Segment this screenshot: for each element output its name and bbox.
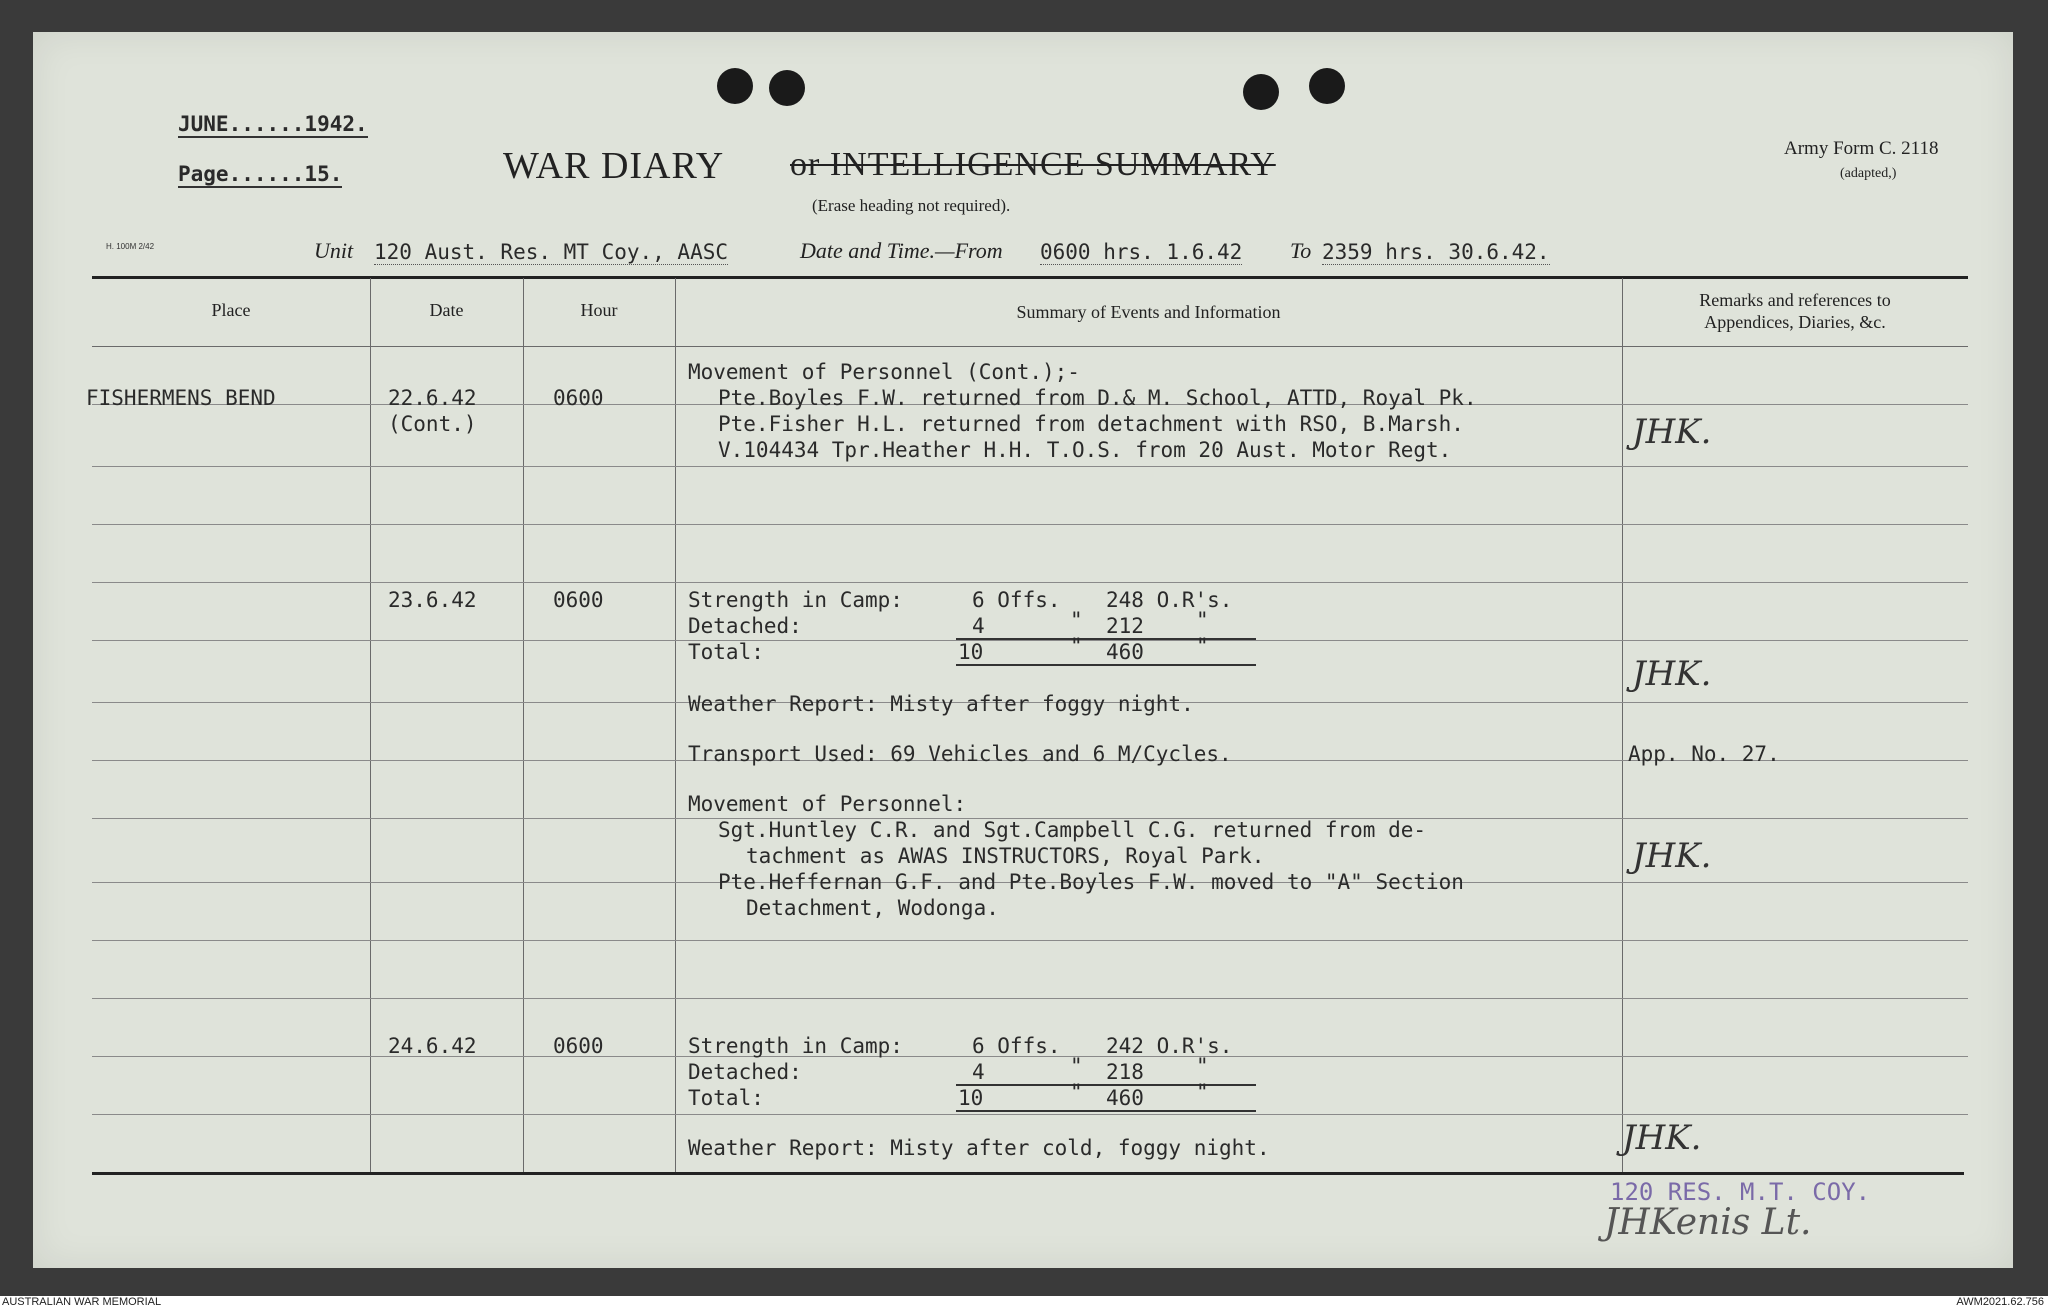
punch-hole — [1243, 74, 1279, 110]
entry2-strength-offs: 6 Offs. — [972, 588, 1061, 612]
entry2-total-label: Total: — [688, 640, 764, 664]
unit-stamp: 120 RES. M.T. COY. — [1610, 1178, 1871, 1206]
col-header-remarks-1: Remarks and references to — [1699, 290, 1891, 310]
entry2-ditto-mark: " — [1070, 608, 1083, 632]
officer-signature: JHKenis Lt. — [1604, 1202, 1812, 1243]
punch-hole — [717, 68, 753, 104]
punch-hole — [769, 70, 805, 106]
col-divider-place — [370, 278, 371, 1172]
diary-sheet — [33, 32, 2013, 1268]
entry3-hour: 0600 — [553, 1034, 604, 1058]
entry2-detached-offs: 4 — [972, 614, 985, 638]
war-diary-title: WAR DIARY — [503, 145, 725, 187]
entry3-detached-ors: 218 — [1106, 1060, 1144, 1084]
rule — [92, 1114, 1968, 1115]
entry3-strength-label: Strength in Camp: — [688, 1034, 903, 1058]
entry2-total-ors: 460 — [1106, 640, 1144, 664]
entry3-strength-offs: 6 Offs. — [972, 1034, 1061, 1058]
table-bottom-rule — [92, 1172, 1964, 1175]
unit-value: 120 Aust. Res. MT Coy., AASC — [374, 240, 729, 264]
entry2-movement-line: Detachment, Wodonga. — [746, 896, 999, 920]
footer-source: AUSTRALIAN WAR MEMORIAL — [2, 1296, 162, 1308]
entry1-date: 22.6.42 — [388, 386, 477, 410]
from-value: 0600 hrs. 1.6.42 — [1040, 240, 1243, 264]
entry2-transport: Transport Used: 69 Vehicles and 6 M/Cycles. — [688, 742, 1232, 766]
entry1-line: Movement of Personnel (Cont.);- — [688, 360, 1080, 384]
col-header-date: Date — [429, 300, 464, 320]
print-code: H. 100M 2/42 — [106, 242, 155, 251]
entry3-detached-label: Detached: — [688, 1060, 802, 1084]
unit-label: Unit — [314, 238, 354, 263]
rule — [92, 582, 1968, 583]
entry2-strength-ors: 248 O.R's. — [1106, 588, 1233, 612]
entry3-ditto-mark: " — [1196, 1054, 1209, 1078]
total-underline — [956, 1110, 1256, 1112]
rule — [92, 998, 1968, 999]
date-time-label: Date and Time.—From — [800, 238, 1003, 263]
army-form-number: Army Form C. 2118 — [1784, 138, 1939, 159]
to-label: To — [1290, 238, 1312, 263]
rule — [92, 640, 1968, 641]
entry1-place: FISHERMENS BEND — [86, 386, 276, 410]
initials-signature: JHK. — [1632, 412, 1712, 452]
entry3-ditto-mark: " — [1196, 1080, 1209, 1104]
footer-accession: AWM2021.62.756 — [1956, 1296, 2044, 1308]
col-divider-hour — [675, 278, 676, 1172]
entry2-date: 23.6.42 — [388, 588, 477, 612]
col-divider-summary — [1622, 278, 1623, 1172]
entry3-strength-ors: 242 O.R's. — [1106, 1034, 1233, 1058]
rule — [92, 524, 1968, 525]
form-adapted: (adapted,) — [1840, 166, 1897, 181]
entry2-ditto-mark: " — [1196, 634, 1209, 658]
table-top-rule — [92, 276, 1968, 279]
entry3-detached-offs: 4 — [972, 1060, 985, 1084]
entry2-movement-line: Pte.Heffernan G.F. and Pte.Boyles F.W. moved to "A" Section — [718, 870, 1464, 894]
entry2-total-offs: 10 — [958, 640, 984, 664]
entry3-weather: Weather Report: Misty after cold, foggy night. — [688, 1136, 1270, 1160]
entry2-ditto-mark: " — [1196, 608, 1209, 632]
entry2-movement-line: tachment as AWAS INSTRUCTORS, Royal Park. — [746, 844, 1265, 868]
entry2-ditto-mark: " — [1070, 634, 1083, 658]
col-header-remarks-2: Appendices, Diaries, &c. — [1704, 312, 1886, 332]
page-line: Page......15. — [178, 162, 343, 186]
rule — [92, 466, 1968, 467]
entry2-weather: Weather Report: Misty after foggy night. — [688, 692, 1194, 716]
entry3-total-offs: 10 — [958, 1086, 984, 1110]
month-line: JUNE......1942. — [178, 112, 368, 136]
struck-intelligence-summary: or INTELLIGENCE SUMMARY — [790, 146, 1276, 183]
entry2-detached-label: Detached: — [688, 614, 802, 638]
entry3-date: 24.6.42 — [388, 1034, 477, 1058]
entry1-line: Pte.Boyles F.W. returned from D.& M. School, ATTD, Royal Pk. — [718, 386, 1477, 410]
rule — [92, 940, 1968, 941]
entry2-hour: 0600 — [553, 588, 604, 612]
rule — [92, 346, 1968, 347]
entry3-total-ors: 460 — [1106, 1086, 1144, 1110]
entry1-date-cont: (Cont.) — [388, 412, 477, 436]
to-value: 2359 hrs. 30.6.42. — [1322, 240, 1550, 264]
entry2-movement-line: Sgt.Huntley C.R. and Sgt.Campbell C.G. returned from de- — [718, 818, 1427, 842]
col-header-place: Place — [211, 300, 251, 320]
entry2-detached-ors: 212 — [1106, 614, 1144, 638]
initials-signature: JHK. — [1632, 836, 1712, 876]
entry3-ditto-mark: " — [1070, 1080, 1083, 1104]
col-header-summary: Summary of Events and Information — [1016, 302, 1281, 322]
entry2-movement-line: Movement of Personnel: — [688, 792, 967, 816]
entry1-line: Pte.Fisher H.L. returned from detachment with RSO, B.Marsh. — [718, 412, 1464, 436]
punch-hole — [1309, 68, 1345, 104]
initials-signature: JHK. — [1622, 1118, 1702, 1158]
total-underline — [956, 664, 1256, 666]
entry3-ditto-mark: " — [1070, 1054, 1083, 1078]
col-divider-date — [523, 278, 524, 1172]
erase-note: (Erase heading not required). — [812, 196, 1011, 215]
entry1-line: V.104434 Tpr.Heather H.H. T.O.S. from 20 Aust. Motor Regt. — [718, 438, 1452, 462]
entry2-appendix-ref: App. No. 27. — [1628, 742, 1780, 766]
col-header-hour: Hour — [580, 300, 618, 320]
entry2-strength-label: Strength in Camp: — [688, 588, 903, 612]
entry1-hour: 0600 — [553, 386, 604, 410]
initials-signature: JHK. — [1632, 654, 1712, 694]
entry3-total-label: Total: — [688, 1086, 764, 1110]
